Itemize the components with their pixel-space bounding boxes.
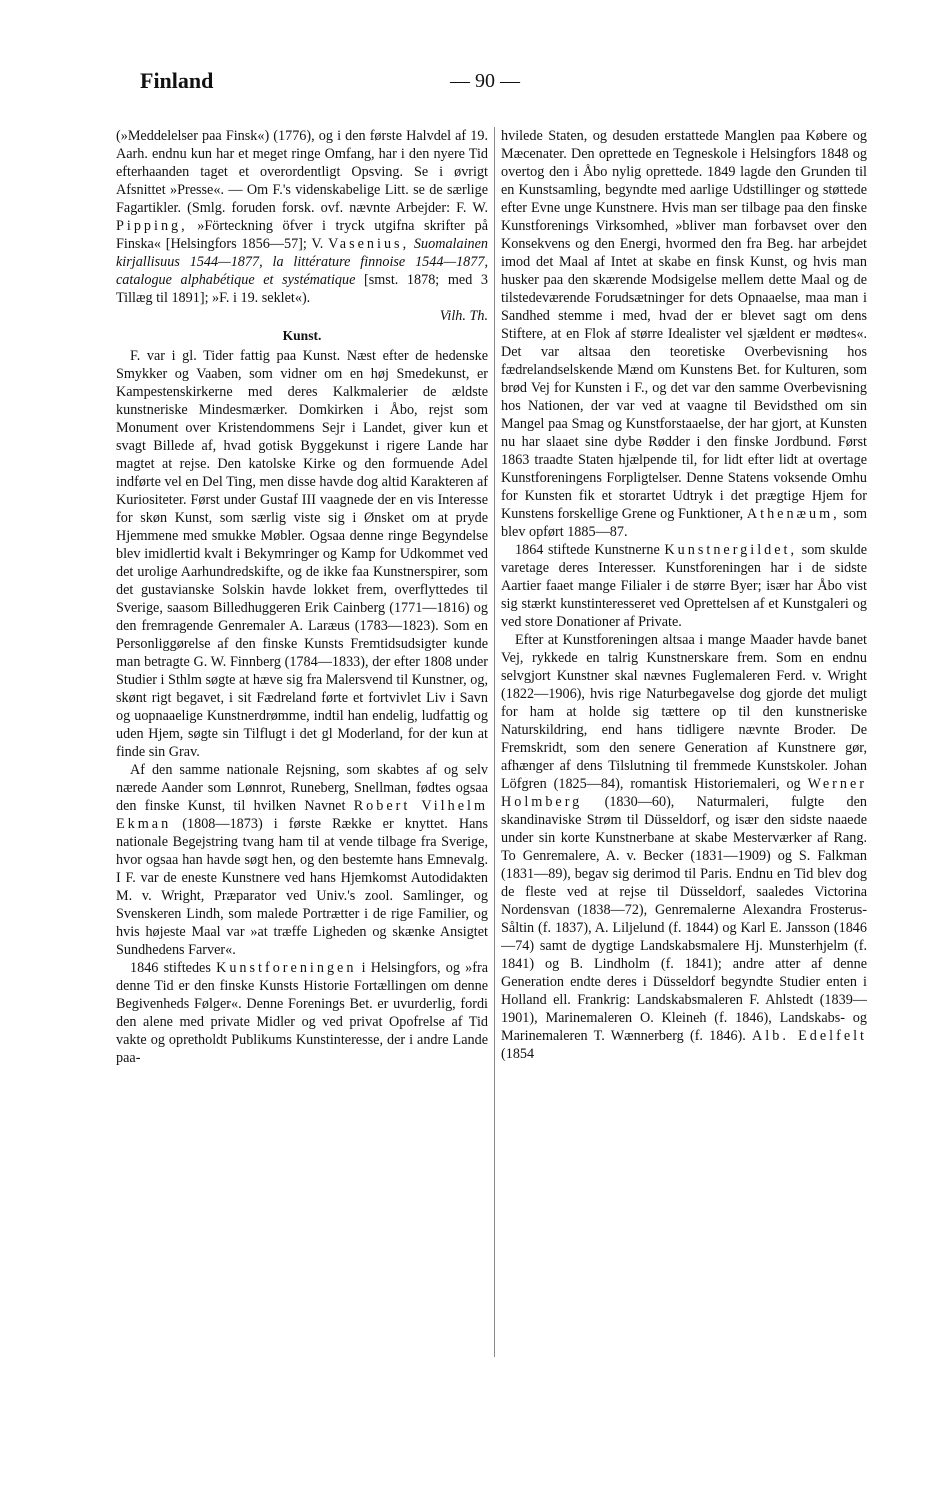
paragraph-text: 1846 stiftedes	[130, 960, 217, 976]
paragraph-text: Af den samme nationale Rejsning, som skabtes af og selv nærede Aander som Lønnrot, Runeberg, Snellman, fødtes ogsaa den finske Kunst, til hvilken Navnet	[116, 762, 488, 814]
paragraph-text: 1864 stiftede Kunstnerne	[515, 542, 665, 558]
spaced-name: Alb. Edelfelt	[752, 1028, 867, 1044]
paragraph-text: (1830—60), Naturmaleri, fulgte den skandinaviske Strøm til Düsseldorf, og især den sidste naaede under sin korte Kunstnerbane at skabe Mesterværker af Rang. To Genremalere, A. v. Becker (1831—1909) og S. Falkman (1831—89), begav sig derimod til Paris. Endnu en Tid blev dog de fleste ved at rejse til Düsseldorf, saaledes Victorina Nordensvan (1838—72), Genremalerne Alexandra Frosterus-Såltin (f. 1837), A. Liljelund (f. 1844) og Karl E. Jansson (1846—74) samt de dygtige Landskabsmalere Hj. Munsterhjelm (f. 1841) og B. Lindholm (f. 1841); andre atter af denne Generation endte deres i Düsseldorf begyndte Studier enten i Holland ell. Frankrig: Landskabsmaleren F. Ahlstedt (1839—1901), Marinemaleren O. Kleineh (f. 1846), Landskabs- og Marinemaleren T. Wænnerberg (f. 1846).	[501, 794, 867, 1044]
page-number: — 90 —	[450, 70, 520, 92]
paragraph-text: (1854	[501, 1046, 535, 1062]
body-paragraph	[501, 127, 867, 541]
pipping-reference: »Förteckning öfver i tryck utgifna skrifter på Finska« [Helsingfors 1856—57]; V.	[116, 218, 488, 252]
paragraph-text: som blev opført 1885—87.	[501, 506, 867, 540]
right-column	[501, 127, 867, 1367]
body-paragraph: F. var i gl. Tider fattig paa Kunst. Næst efter de hedenske Smykker og Vaaben, som vidner om en høj Smedekunst, er Kampestenskirkerne med deres Kalkmalerier de ældste kunstneriske Mindesmærker. Domkirken i Åbo, rejst som Monument over Kristendommens Sejr i Landet, giver kun et svagt Billede af, hvad gotisk Byggekunst i rigere Lande har magtet at rejse. Den katolske Kirke og den formuende Adel indførte vel en Del Ting, men disse havde dog altid Karakteren af Kuriositeter. Først under Gustaf III vaagnede der en vis Interesse for skøn Kunst, som særlig viste sig i Ønsket om at pryde Hjemmene med smukke Møbler. Ogsaa denne ringe Begyndelse blev imidlertid kvalt i Bekymringer og Kamp for Udkommet ved det urolige Aarhundredskifte, og de ikke faa Kunstnerspirer, som det gustavianske Solskin havde lokket frem, overflyttedes til Sverige, saasom Billedhuggeren Erik Cainberg (1771—1816) og den fremragende Genremaler A. Laræus (1783—1823). Som en Personliggørelse af den finske Kunsts Fremtidsudsigter kunde man betragte G. W. Finnberg (1784—1833), der efter 1808 under Studier i Sthlm søgte at hæve sig fra Malersvend til Kunstner, og, skønt rigt begavet, i sit Fædreland førte et fortvivlet Liv i Savn og uopnaaelige Kunstnerdrømme, indtil han endelig, ludfattig og uden Hjem, søgte sin Tilflugt i det gl Moderland, for der kun at finde sin Grav.	[116, 348, 488, 760]
vasenius-reference: [smst. 1878; med 3 Tillæg til 1891]; »F. i 19. seklet«).	[116, 272, 488, 306]
spaced-name: Kunstnergildet,	[664, 542, 798, 558]
paragraph-text: i Helsingfors, og »fra denne Tid er den finske Kunsts Historie Fortællingen om denne Begivenheds Følger«. Denne Forenings Bet. er uvurderlig, fordi den alene med private Midler og ved privat Opofrelse af Tid vakte og opretholdt Publikums Kunstinteresse, der i andre Lande paa-	[116, 960, 488, 1066]
bibliography-intro: (»Meddelelser paa Finsk«) (1776), og i den første Halvdel af 19. Aarh. endnu kun har et meget ringe Omfang, har i den nyere Tid efterhaanden taget et overordentligt Opsving. Se i øvrigt Afsnittet »Presse«. — Om F.'s videnskabelige Litt. se de særlige Fagartikler. (Smlg. foruden forsk. ovf. nævnte Arbejder: F. W.	[116, 128, 488, 216]
author-vasenius: Vasenius,	[328, 236, 410, 252]
body-paragraph	[116, 959, 488, 1067]
page-header-title: Finland	[140, 68, 214, 93]
spaced-name: Athenæum,	[746, 506, 840, 522]
section-heading: Kunst.	[282, 328, 322, 343]
paragraph-text: (1808—1873) i første Række er knyttet. Hans nationale Begejstring tvang ham til at vende tilbage fra Sverige, hvor ogsaa han havde søgt hen, og den bestemte hans Emnevalg. I F. var de eneste Kunstnere ved hans Hjemkomst Autodidakten M. v. Wright, Præparator ved Univ.'s zool. Samlinger, og Svenskeren Lindh, som malede Portrætter i de rige Familier, og hvis højeste Maal var »at træffe Ligheden og skænke Ansigtet Sundhedens Farver«.	[116, 816, 488, 958]
author-signature: Vilh. Th.	[439, 308, 488, 324]
body-paragraph	[501, 631, 867, 1063]
spaced-name: Werner Holmberg	[501, 776, 867, 810]
body-paragraph	[501, 541, 867, 631]
paragraph-text: Efter at Kunstforeningen altsaa i mange Maader havde banet Vej, rykkede en talrig Kunstnerskare frem. Som en endnu selvgjort Kunstner skal nævnes Fuglemaleren Ferd. v. Wright (1822—1906), hvis rige Naturbegavelse dog gjorde det muligt for ham at holde sig tættere op til den kunstneriske Naturskildring, end hans tidligere nævnte Broder. De Fremskridt, som den senere Generation af Kunstnere gør, afhænger af dens Tilslutning til fremmede Kunstskoler. Johan Löfgren (1825—84), romantisk Historiemaleri, og	[501, 632, 867, 792]
left-column	[116, 127, 488, 1367]
paragraph-text: som skulde varetage deres Interesser. Kunstforeningen har i de sidste Aartier faaet mange Filialer i de større Byer; især har Åbo vist sig stærkt kunstinteresseret ved Oprettelsen af et Kunstgaleri og ved store Donationer af Private.	[501, 542, 867, 630]
author-pipping: Pipping,	[116, 218, 188, 234]
spaced-name: Kunstforeningen	[216, 960, 357, 976]
body-paragraph	[116, 761, 488, 959]
column-divider	[494, 127, 495, 1357]
spaced-name: Robert Vilhelm Ekman	[116, 798, 488, 832]
vasenius-title: Suomalainen kirjallisuus 1544—1877, la littérature finnoise 1544—1877, catalogue alphabétique et systématique	[116, 236, 488, 288]
paragraph-text: hvilede Staten, og desuden erstattede Manglen paa Købere og Mæcenater. Den oprettede en Tegneskole i Helsingfors 1848 og overtog den i Åbo nylig oprettede. 1849 lagde den Grunden til en Kunstsamling, begyndte med aarlige Udstillinger og støttede efter Evne unge Kunstnere. Hvis man ser tilbage paa den finske Kunstforenings Virksomhed, »bliver man forbavset over den Konsekvens og den Energi, hvormed den fra Beg. har arbejdet imod det Maal af Intet at skabe en finsk Kunst, og hvis man husker paa den skærende Modsigelse mellem dette Maal og de tilstedeværende Forudsætninger for dets Opnaaelse, maa man i Sandhed stemme i med, hvad der er blevet sagt om dens Stiftere, at en Flok af større Idealister vel sjældent er mødtes«. Det var altsaa den teoretiske Overbevisning hos fædrelandselskende Mænd om Kunstens Bet. for Kulturen, som brød Vej for Kunsten i F., og det var den samme Overbevisning hos Nationen, der var ved at vaagne til Bevidsthed om sin Mangel paa Smag og Kunstforstaaelse, der har gjort, at Kunsten nu har slaaet sine dybe Rødder i den finske Jordbund. Først 1863 traadte Staten hjælpende til, for lidt efter lidt at overtage Kunstforeningens Forpligtelser. Denne Statens voksende Omhu for Kunsten fik et storartet Udtryk i det prægtige Hjem for Kunstens forskellige Grene og Funktioner,	[501, 128, 867, 522]
bibliography-paragraph	[116, 127, 488, 307]
